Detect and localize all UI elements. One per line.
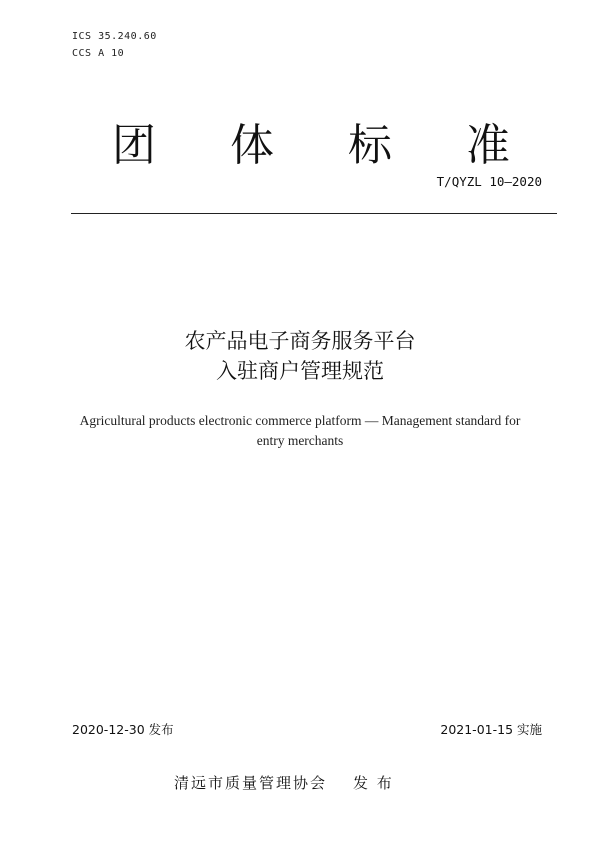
ccs-code: CCS A 10 (72, 48, 125, 59)
chinese-title-line-1: 农产品电子商务服务平台 (184, 329, 416, 353)
publisher-name: 清远市质量管理协会 (174, 774, 328, 792)
chinese-title-line-2: 入驻商户管理规范 (216, 359, 384, 383)
standard-type-char: 体 (230, 120, 274, 171)
ics-code: ICS 35.240.60 (72, 31, 157, 42)
classification-codes (72, 28, 157, 62)
publisher-line (174, 772, 394, 793)
standard-type-char: 准 (466, 120, 510, 171)
english-title (40, 411, 560, 451)
english-title-line-1: Agricultural products electronic commerce platform — Management standard for (79, 413, 521, 428)
header-divider (71, 213, 557, 214)
implementation-date: 2021-01-15 实施 (440, 722, 542, 737)
standard-type-char: 团 (112, 120, 156, 171)
chinese-title (0, 326, 600, 386)
standard-type-heading (112, 118, 510, 174)
english-title-line-2: entry merchants (256, 433, 344, 448)
standard-number: T/QYZL 10—2020 (436, 174, 542, 189)
issue-date: 2020-12-30 发布 (72, 722, 174, 737)
standard-type-char: 标 (348, 120, 392, 171)
publish-action: 发 布 (353, 774, 394, 792)
